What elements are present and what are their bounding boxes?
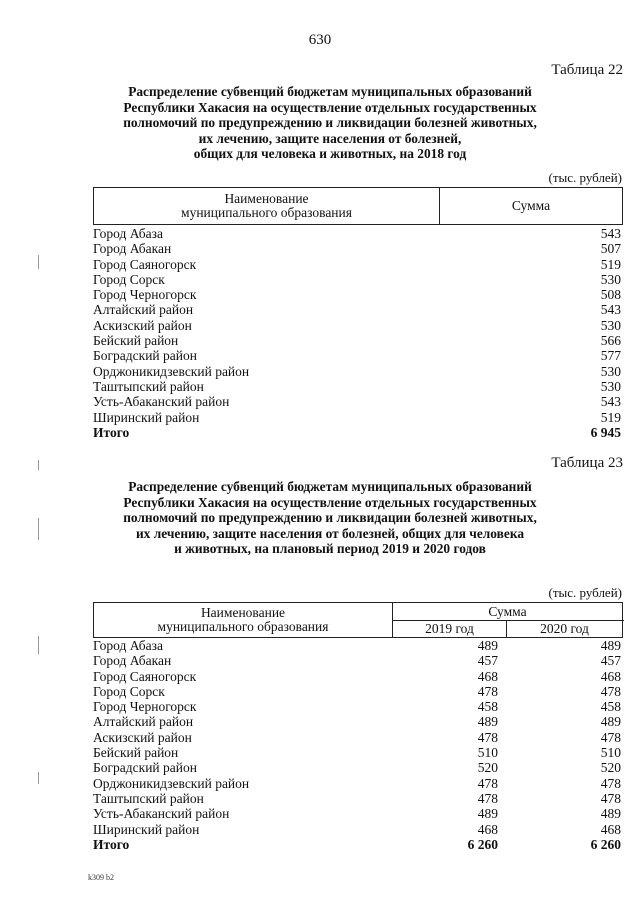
row-sum: 519: [600, 256, 621, 272]
row-2019: 468: [477, 668, 498, 684]
row-2020: 478: [600, 683, 621, 699]
title-line: Республики Хакасия на осуществление отдельных государственных: [123, 494, 537, 510]
row-sum: 519: [600, 409, 621, 425]
total-label: Итого: [93, 424, 130, 440]
row-name: Ширинский район: [93, 409, 200, 425]
row-2019: 457: [477, 653, 498, 669]
table23-header: [93, 602, 623, 638]
row-2019: 478: [477, 775, 498, 791]
row-name: Аскизский район: [93, 317, 192, 333]
row-name: Город Абакан: [93, 653, 172, 669]
title-line: полномочий по предупреждению и ликвидации болезней животных,: [123, 115, 537, 131]
row-2020: 489: [600, 714, 621, 730]
row-sum: 577: [600, 348, 621, 364]
total-row: [93, 837, 623, 852]
row-sum: 508: [600, 287, 621, 303]
table-row: [93, 638, 623, 653]
row-2020: 468: [600, 821, 621, 837]
row-2019: 478: [477, 729, 498, 745]
row-sum: 566: [600, 333, 621, 349]
row-name: Орджоникидзевский район: [93, 775, 250, 791]
row-sum: 543: [600, 394, 621, 410]
table-row: [93, 364, 623, 379]
row-name: Город Саяногорск: [93, 256, 197, 272]
row-2020: 478: [600, 790, 621, 806]
row-2019: 489: [477, 806, 498, 822]
table-row: [93, 669, 623, 684]
table-row: [93, 287, 623, 302]
margin-mark: [38, 255, 39, 269]
row-2019: 458: [477, 699, 498, 715]
row-name: Бейский район: [93, 333, 179, 349]
header-name-line: муниципального образования: [157, 619, 329, 634]
header-year-2019: 2019 год: [425, 621, 474, 636]
row-name: Орджоникидзевский район: [93, 363, 250, 379]
title-line: их лечению, защите населения от болезней, общих для человека: [135, 525, 525, 541]
header-name-line: Наименование: [200, 605, 286, 620]
row-name: Аскизский район: [93, 729, 192, 745]
row-2019: 489: [477, 638, 498, 653]
row-sum: 543: [600, 302, 621, 318]
header-sum-cell: Сумма: [511, 198, 551, 213]
row-sum: 530: [600, 271, 621, 287]
title-line: их лечению, защите населения от болезней,: [198, 130, 462, 146]
title-line: общих для человека и животных, на 2018 год: [193, 146, 467, 162]
row-2020: 510: [600, 745, 621, 761]
table-row: [93, 730, 623, 745]
table23-body: [93, 638, 623, 852]
table-row: [93, 684, 623, 699]
row-sum: 507: [600, 241, 621, 257]
header-name-line: муниципального образования: [181, 205, 352, 220]
margin-mark: [38, 636, 39, 654]
table-row: [93, 410, 623, 425]
row-2020: 489: [600, 806, 621, 822]
footer-code: k309 b2: [88, 873, 114, 882]
table-row: [93, 257, 623, 272]
row-name: Таштыпский район: [93, 790, 204, 806]
table-row: [93, 333, 623, 348]
row-2020: 520: [600, 760, 621, 776]
row-2019: 468: [477, 821, 498, 837]
margin-mark: [38, 518, 39, 540]
row-name: Алтайский район: [93, 714, 194, 730]
table-row: [93, 699, 623, 714]
row-name: Усть-Абаканский район: [93, 806, 230, 822]
table23-label: Таблица 23: [551, 455, 623, 471]
table-row: [93, 348, 623, 363]
table22-units: (тыс. рублей): [548, 170, 622, 185]
title-line: Республики Хакасия на осуществление отдельных государственных: [123, 99, 537, 115]
row-2020: 458: [600, 699, 621, 715]
table-row: [93, 776, 623, 791]
header-name-cell: [94, 192, 439, 220]
row-2020: 478: [600, 775, 621, 791]
table-row: [93, 791, 623, 806]
table23-title: [95, 479, 565, 557]
table-row: [93, 806, 623, 821]
row-name: Боградский район: [93, 348, 197, 364]
row-name: Ширинский район: [93, 821, 200, 837]
row-2019: 478: [477, 683, 498, 699]
row-2020: 489: [600, 638, 621, 653]
table-row: [93, 272, 623, 287]
row-name: Бейский район: [93, 745, 179, 761]
total-sum: 6 945: [590, 424, 621, 440]
row-2019: 489: [477, 714, 498, 730]
table-row: [93, 394, 623, 409]
total-2020: 6 260: [590, 836, 621, 852]
margin-mark: [38, 460, 39, 470]
row-name: Город Абаза: [93, 638, 163, 653]
total-2019: 6 260: [467, 836, 498, 852]
row-name: Город Абакан: [93, 241, 172, 257]
row-name: Город Сорск: [93, 271, 165, 287]
row-name: Город Саяногорск: [93, 668, 197, 684]
header-sum-cell: Сумма: [488, 604, 527, 619]
row-name: Усть-Абаканский район: [93, 394, 230, 410]
title-line: и животных, на плановый период 2019 и 2020 годов: [174, 541, 486, 557]
row-sum: 543: [600, 226, 621, 241]
header-name-cell: [94, 606, 392, 634]
row-name: Город Абаза: [93, 226, 163, 241]
table22-header: [93, 187, 623, 225]
row-name: Алтайский район: [93, 302, 194, 318]
table-row: [93, 822, 623, 837]
page-number: 630: [308, 32, 332, 48]
table-row: [93, 745, 623, 760]
row-name: Город Черногорск: [93, 287, 197, 303]
row-2019: 510: [477, 745, 498, 761]
table22-label: Таблица 22: [551, 62, 623, 78]
row-2020: 457: [600, 653, 621, 669]
row-2019: 478: [477, 790, 498, 806]
total-row: [93, 425, 623, 440]
row-name: Таштыпский район: [93, 378, 204, 394]
table-row: [93, 714, 623, 729]
header-year-2020: 2020 год: [540, 621, 589, 636]
table-row: [93, 302, 623, 317]
row-name: Город Сорск: [93, 683, 165, 699]
table22-body: [93, 226, 623, 440]
row-2020: 468: [600, 668, 621, 684]
table-row: [93, 653, 623, 668]
table-row: [93, 226, 623, 241]
title-line: полномочий по предупреждению и ликвидации болезней животных,: [123, 510, 537, 526]
row-sum: 530: [600, 317, 621, 333]
title-line: Распределение субвенций бюджетам муниципальных образований: [128, 84, 532, 99]
title-line: Распределение субвенций бюджетам муниципальных образований: [128, 479, 532, 494]
row-2019: 520: [477, 760, 498, 776]
total-label: Итого: [93, 836, 130, 852]
row-name: Боградский район: [93, 760, 197, 776]
table23-units: (тыс. рублей): [548, 585, 622, 600]
margin-mark: [38, 772, 39, 784]
table-row: [93, 760, 623, 775]
table-row: [93, 241, 623, 256]
row-sum: 530: [600, 378, 621, 394]
row-2020: 478: [600, 729, 621, 745]
row-name: Город Черногорск: [93, 699, 197, 715]
header-name-line: Наименование: [224, 191, 309, 206]
table22-title: [95, 84, 565, 162]
table-row: [93, 318, 623, 333]
table-row: [93, 379, 623, 394]
row-sum: 530: [600, 363, 621, 379]
